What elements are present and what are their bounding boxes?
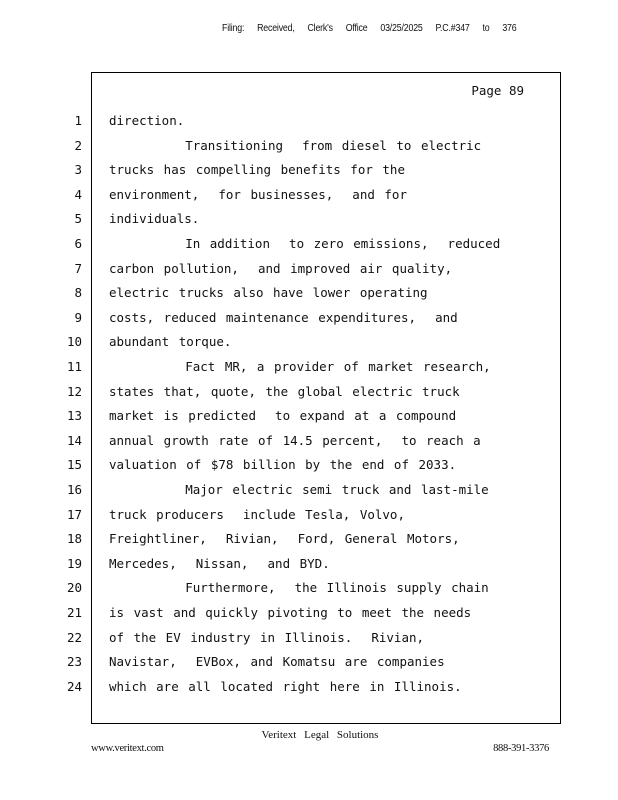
transcript-line: of the EV industry in Illinois. Rivian, [109,629,425,645]
line-number: 15 [66,457,82,473]
line-number: 24 [66,678,82,694]
line-number: 7 [74,260,82,276]
received-label: Received, [257,23,295,34]
line-number: 19 [66,555,82,571]
transcript-line: Major electric semi truck and last-mile [109,482,489,497]
line-number: 5 [74,211,82,227]
filing-date: 03/25/2025 [380,23,423,34]
transcript-line: abundant torque. [109,334,232,350]
transcript-line: In addition to zero emissions, reduced [109,236,501,251]
transcript-line: states that, quote, the global electric truck [109,383,460,399]
line-number: 4 [74,186,82,202]
line-number: 11 [66,359,82,374]
line-number: 22 [66,629,82,645]
transcript-line: costs, reduced maintenance expenditures, and [109,309,458,325]
line-number: 8 [74,285,82,301]
line-number: 12 [66,383,82,399]
line-number: 17 [66,506,82,522]
page-number: Page 89 [471,83,524,98]
transcript-line: Mercedes, Nissan, and BYD. [109,555,330,571]
line-number: 23 [66,654,82,670]
line-number: 14 [66,432,82,448]
transcript-line: environment, for businesses, and for [109,186,407,202]
transcript-line: individuals. [109,211,200,227]
line-number: 21 [66,605,82,620]
line-number: 3 [74,162,82,178]
transcript-line: direction. [109,113,185,128]
transcript-line: carbon pollution, and improved air quality, [109,260,453,276]
transcript-line: Freightliner, Rivian, Ford, General Motors, [109,531,460,547]
footer-company: Veritext Legal Solutions [261,729,379,741]
transcript-line: which are all located right here in Illinois. [109,678,462,694]
line-number: 13 [66,408,82,424]
line-number: 18 [66,531,82,547]
transcript-line: Furthermore, the Illinois supply chain [109,580,489,596]
transcript-line: Transitioning from diesel to electric [109,137,482,153]
line-number: 16 [66,482,82,497]
transcript-line: annual growth rate of 14.5 percent, to reach a [109,432,481,448]
clerks-label: Clerk's [307,23,333,34]
transcript-line: truck producers include Tesla, Volvo, [109,506,405,522]
transcript-line: trucks has compelling benefits for the [109,162,405,178]
to-label: to [482,23,490,34]
total-pages: 376 [502,23,517,34]
pc-number: P.C.#347 [435,23,470,34]
transcript-line: market is predicted to expand at a compound [109,408,457,424]
filing-stamp [222,23,517,34]
footer-phone: 888-391-3376 [493,743,549,754]
transcript-line: is vast and quickly pivoting to meet the needs [109,605,472,620]
transcript-line: valuation of $78 billion by the end of 2033. [109,457,457,473]
office-label: Office [345,23,368,34]
line-number: 9 [74,309,82,325]
transcript-line: Navistar, EVBox, and Komatsu are companies [109,654,445,670]
transcript-line: electric trucks also have lower operating [109,285,428,301]
line-number: 2 [74,137,82,153]
line-number: 10 [66,334,82,350]
line-number: 20 [66,580,82,596]
line-number: 1 [74,113,82,128]
filing-label: Filing: [222,23,245,34]
line-number: 6 [74,236,82,251]
transcript-line: Fact MR, a provider of market research, [109,359,491,374]
footer-website: www.veritext.com [91,743,164,754]
